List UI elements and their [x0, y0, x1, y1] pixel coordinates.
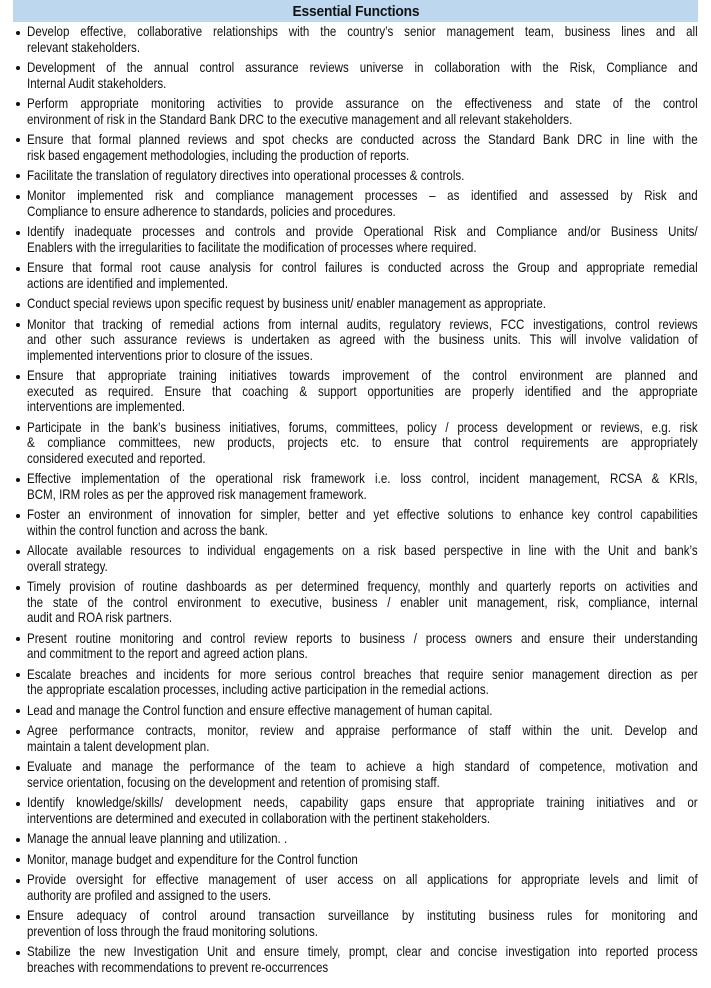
text-line: risk based engagement methodologies, including the production of reports. — [27, 147, 410, 163]
list-item — [0, 296, 711, 312]
text-line: Manage the annual leave planning and utilization. . — [27, 831, 288, 847]
text-line: and commitment to the report and agreed action plans. — [27, 646, 308, 662]
section-title: Essential Functions — [292, 2, 419, 20]
text-line: Escalate breaches and incidents for more serious control breaches that require senior management direction as per — [27, 666, 698, 682]
text-line: interventions are implemented. — [27, 399, 186, 415]
list-item-text — [27, 420, 698, 467]
list-item-text — [27, 944, 698, 975]
text-line: the appropriate escalation processes, including active participation in the remedial actions. — [27, 682, 489, 698]
bullet-icon — [16, 426, 20, 430]
text-line: considered executed and reported. — [27, 450, 206, 466]
list-item-text — [27, 631, 698, 662]
bullet-icon — [16, 66, 20, 70]
essential-functions-list — [0, 24, 711, 980]
bullet-icon — [16, 267, 20, 271]
list-item-text — [27, 908, 698, 939]
text-line: Ensure adequacy of control around transaction surveillance by instituting business rules for monitoring and — [27, 908, 698, 924]
list-item-text — [27, 317, 698, 364]
list-item — [0, 723, 711, 754]
list-item — [0, 703, 711, 719]
bullet-icon — [16, 951, 20, 955]
bullet-icon — [16, 879, 20, 883]
list-item-text — [27, 96, 698, 127]
list-item — [0, 507, 711, 538]
text-line: breaches with recommendations to prevent re-occurrences — [27, 959, 329, 975]
list-item-text — [27, 132, 698, 163]
text-line: audit and ROA risk partners. — [27, 610, 173, 626]
bullet-icon — [16, 838, 20, 842]
bullet-icon — [16, 138, 20, 142]
text-line: Conduct special reviews upon specific request by business unit/ enabler management as appropriate. — [27, 296, 546, 312]
text-line: Effective implementation of the operational risk framework i.e. loss control, incident management, RCSA & KRIs, — [27, 471, 698, 487]
list-item — [0, 368, 711, 415]
list-item-text — [27, 24, 698, 55]
list-item — [0, 24, 711, 55]
text-line: executed as required. Ensure that coaching & support opportunities are properly identified and the appropriate — [27, 383, 698, 399]
text-line: Ensure that formal root cause analysis for control failures is conducted across the Group and appropriate remedial — [27, 260, 698, 276]
text-line: relevant stakeholders. — [27, 39, 141, 55]
list-item — [0, 667, 711, 698]
text-line: Perform appropriate monitoring activities to provide assurance on the effectiveness and state of the control — [27, 95, 698, 111]
bullet-icon — [16, 766, 20, 770]
text-line: Foster an environment of innovation for simpler, better and yet effective solutions to enhance key control capabilities — [27, 507, 698, 523]
text-line: Lead and manage the Control function and ensure effective management of human capital. — [27, 702, 493, 718]
text-line: Identify knowledge/skills/ development needs, capability gaps ensure that appropriate training initiatives and or — [27, 795, 698, 811]
text-line: Monitor implemented risk and compliance management processes – as identified and assessed by Risk and — [27, 188, 698, 204]
bullet-icon — [16, 375, 20, 379]
text-line: implemented interventions prior to closure of the issues. — [27, 347, 313, 363]
list-item-text — [27, 795, 698, 826]
text-line: Develop effective, collaborative relationships with the country’s senior management team, business lines and all — [27, 24, 698, 39]
bullet-icon — [16, 802, 20, 806]
text-line: Ensure that appropriate training initiatives towards improvement of the control environment are planned and — [27, 368, 698, 384]
text-line: Monitor, manage budget and expenditure for the Control function — [27, 851, 358, 867]
list-item-text — [27, 703, 698, 719]
bullet-icon — [16, 673, 20, 677]
bullet-icon — [16, 550, 20, 554]
list-item-text — [27, 579, 698, 626]
bullet-icon — [16, 915, 20, 919]
text-line: Stabilize the new Investigation Unit and ensure timely, prompt, clear and concise investigation into reported process — [27, 944, 698, 960]
list-item — [0, 60, 711, 91]
bullet-icon — [16, 174, 20, 178]
text-line: Agree performance contracts, monitor, review and appraise performance of staff within the unit. Develop and — [27, 723, 698, 739]
bullet-icon — [16, 478, 20, 482]
text-line: Facilitate the translation of regulatory directives into operational processes & controls. — [27, 167, 465, 183]
list-item-text — [27, 723, 698, 754]
list-item — [0, 317, 711, 364]
list-item-text — [27, 831, 698, 847]
list-item — [0, 831, 711, 847]
list-item-text — [27, 60, 698, 91]
text-line: overall strategy. — [27, 558, 108, 574]
text-line: Compliance to ensure adherence to standards, policies and procedures. — [27, 203, 396, 219]
list-item-text — [27, 543, 698, 574]
text-line: Provide oversight for effective management of user access on all applications for appropriate levels and limit of — [27, 872, 698, 888]
text-line: Ensure that formal planned reviews and spot checks are conducted across the Standard Bank DRC in line with the — [27, 131, 698, 147]
list-item-text — [27, 368, 698, 415]
list-item — [0, 543, 711, 574]
text-line: Identify inadequate processes and controls and provide Operational Risk and Compliance and/or Business Units/ — [27, 224, 698, 240]
bullet-icon — [16, 31, 20, 35]
list-item-text — [27, 224, 698, 255]
list-item — [0, 188, 711, 219]
bullet-icon — [16, 323, 20, 327]
text-line: and other such assurance reviews is undertaken as agreed with the business units. This will involve validation of — [27, 332, 698, 348]
bullet-icon — [16, 303, 20, 307]
bullet-icon — [16, 102, 20, 106]
list-item-text — [27, 471, 698, 502]
list-item — [0, 168, 711, 184]
list-item-text — [27, 296, 698, 312]
bullet-icon — [16, 709, 20, 713]
text-line: Evaluate and manage the performance of the team to achieve a high standard of competence, motivation and — [27, 759, 698, 775]
list-item — [0, 908, 711, 939]
section-header — [13, 0, 698, 22]
list-item — [0, 96, 711, 127]
list-item — [0, 795, 711, 826]
text-line: & compliance committees, new products, projects etc. to ensure that control requirements are appropriately — [27, 435, 698, 451]
list-item-text — [27, 507, 698, 538]
list-item — [0, 260, 711, 291]
text-line: Present routine monitoring and control review reports to business / process owners and ensure their understanding — [27, 630, 698, 646]
list-item-text — [27, 759, 698, 790]
bullet-icon — [16, 231, 20, 235]
text-line: the state of the control environment to executive, business / enabler unit management, risk, compliance, internal — [27, 594, 698, 610]
text-line: within the control function and across the bank. — [27, 522, 268, 538]
list-item — [0, 631, 711, 662]
list-item — [0, 579, 711, 626]
text-line: Allocate available resources to individual engagements on a risk based perspective in line with the Unit and bank’s — [27, 543, 698, 559]
text-line: maintain a talent development plan. — [27, 738, 210, 754]
list-item-text — [27, 872, 698, 903]
bullet-icon — [16, 586, 20, 590]
text-line: Participate in the bank’s business initiatives, forums, committees, policy / process development or reviews, e.g. risk — [27, 419, 698, 435]
text-line: actions are identified and implemented. — [27, 275, 229, 291]
list-item — [0, 759, 711, 790]
text-line: Development of the annual control assurance reviews universe in collaboration with the Risk, Compliance and — [27, 59, 698, 75]
list-item — [0, 420, 711, 467]
text-line: Monitor that tracking of remedial actions from internal audits, regulatory reviews, FCC investigations, control reviews — [27, 316, 698, 332]
text-line: environment of risk in the Standard Bank DRC to the executive management and all relevant stakeholders. — [27, 111, 573, 127]
list-item-text — [27, 260, 698, 291]
list-item-text — [27, 168, 698, 184]
list-item — [0, 872, 711, 903]
bullet-icon — [16, 637, 20, 641]
text-line: Timely provision of routine dashboards as per determined frequency, monthly and quarterly reports on activities and — [27, 579, 698, 595]
text-line: BCM, IRM roles as per the approved risk management framework. — [27, 486, 367, 502]
list-item — [0, 224, 711, 255]
bullet-icon — [16, 195, 20, 199]
bullet-icon — [16, 730, 20, 734]
list-item — [0, 471, 711, 502]
text-line: interventions are determined and executed in collaboration with the pertinent stakeholders. — [27, 810, 491, 826]
list-item-text — [27, 188, 698, 219]
list-item — [0, 132, 711, 163]
bullet-icon — [16, 858, 20, 862]
bullet-icon — [16, 514, 20, 518]
text-line: service orientation, focusing on the development and retention of promising staff. — [27, 774, 440, 790]
text-line: authority are profiled and assigned to the users. — [27, 887, 272, 903]
text-line: Internal Audit stakeholders. — [27, 75, 167, 91]
list-item-text — [27, 667, 698, 698]
text-line: Enablers with the irregularities to facilitate the modification of processes where required. — [27, 239, 477, 255]
list-item — [0, 944, 711, 975]
list-item — [0, 852, 711, 868]
list-item-text — [27, 852, 698, 868]
text-line: prevention of loss through the fraud monitoring solutions. — [27, 923, 318, 939]
